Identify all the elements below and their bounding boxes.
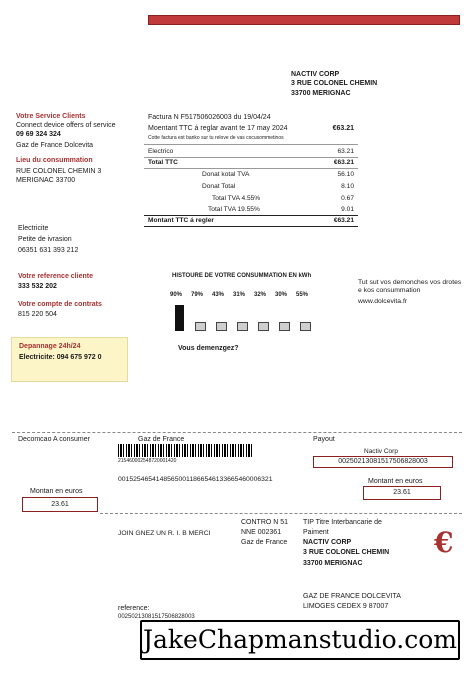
watermark-banner: JakeChapmanstudio.com [140,620,460,660]
dolcevita-block [303,592,401,612]
tip-line2: Paiment [303,529,329,537]
tip-name: NACTIV CORP [303,539,352,547]
gaz-dolcevita: GAZ DE FRANCE DOLCEVITA [303,593,401,600]
service-line: Connect device offers of service [16,121,116,129]
chart-bar [279,322,290,331]
nactiv-small: Nactiv Corp [364,448,398,455]
tip-street: 3 RUE COLONEL CHEMIN [303,549,390,557]
donat-total-label: Donat Total [202,183,236,190]
cut-line-top [12,432,462,433]
service-phone: 09 69 324 324 [16,130,61,138]
contract-title: Votre compte de contrats [18,300,102,308]
tva-1955-label: Total TVA 19.55% [208,206,260,213]
chart-bar [237,322,248,331]
depannage-box [11,337,128,382]
chart-tick-label: 55% [296,292,309,298]
invoice-summary [144,110,358,228]
contro-line3: Gaz de France [241,539,288,547]
lieu-title: Lieu du consummation [16,157,93,164]
right-note [358,279,463,306]
montant-right-label: Montant en euros [368,478,423,485]
service-title: Votre Service Clients [16,113,86,120]
montant-left-value: 23.61 [22,497,98,512]
consumption-chart [170,292,320,337]
chart-tick-label: 31% [233,292,246,298]
amount-due-label: Moentant TTC á reglar avant te 17 may 2024 [148,125,288,132]
cut-line-mid [100,513,462,514]
electrico-value: 63.21 [337,148,354,155]
donat-kotal-label: Donat kotal TVA [202,171,250,178]
sidebar [16,113,141,185]
contro-block [241,518,288,548]
chart-title: HISTOURE DE VOTRE CONSUMMATION EN kWh [172,273,312,279]
euro-icon: € [434,526,454,559]
montant-label: Montant TTC á regler [148,217,214,224]
tip-line1: TIP Titre Interbancarie de [303,519,382,526]
chart-bar [216,322,227,331]
chart-tick-label: 32% [254,292,267,298]
chart-note: Vous demenzgez? [178,345,239,352]
tva-455-label: Total TVA 4.55% [212,195,261,202]
montant-value: €63.21 [333,217,354,224]
elec-line2: Petite de ivrasion [18,235,72,243]
contro-line2: NNE 002361 [241,529,282,537]
slip-gaz: Gaz de France [138,436,185,443]
recipient-city: 33700 MERIGNAC [291,89,351,97]
chart-bar [300,322,311,331]
ref-title: Votre reference cliente [18,273,93,280]
chart-tick-label: 43% [212,292,225,298]
lieu-city: MERIGNAC 33700 [16,176,76,184]
depannage-value: Electricite: 094 675 972 0 [19,353,102,361]
electricite-block [18,225,78,255]
tva-455-value: 0.67 [341,195,354,202]
right-note-url: www.dolcevita.fr [358,297,408,305]
chart-tick-label: 79% [191,292,204,298]
montant-right-value: 23.61 [363,486,441,500]
chart-tick-label: 90% [170,292,183,298]
montant-left-label: Montan en euros [30,488,83,495]
recipient-address [291,70,377,98]
right-note-text: Tut sut vos demonches vos drotes e kos consummation [358,279,462,295]
elec-line1: Electricite [18,225,49,232]
elec-line3: 06351 631 393 212 [18,246,79,254]
long-number: 00152546541485650011866546133665460006321 [118,476,273,483]
total-ttc-label: Total TTC [148,159,178,166]
service-company: Gaz de France Dolcevita [16,142,94,150]
invoice-line: Factura N F517506026003 du 19/04/24 [148,114,271,121]
chart-tick-label: 30% [275,292,288,298]
lieu-street: RUE COLONEL CHEMIN 3 [16,167,102,175]
donat-total-value: 8.10 [341,183,354,190]
chart-bar [175,305,184,331]
total-ttc-value: €63.21 [333,159,354,166]
tip-city: 33700 MERIGNAC [303,559,363,567]
contract-value: 815 220 504 [18,311,57,319]
amount-due-value: €63.21 [332,125,354,132]
contro-line1: CONTRO N 51 [241,519,289,526]
reference-block [18,273,102,320]
recipient-name: NACTIV CORP [291,71,340,78]
header-red-bar [148,15,460,25]
tip-block [303,518,389,569]
barcode-number: 215460002548720001420 [118,458,177,464]
depannage-title: Depannage 24h/24 [19,343,81,350]
ref-box: 00250213081517506828003 [313,456,453,468]
notice: Cotte factura est banko sur tu relove de vas cocusommetinos [148,135,284,141]
tva-1955-value: 9.01 [341,206,354,213]
ref-value: 333 532 202 [18,282,57,290]
donat-kotal-value: 56.10 [337,171,354,178]
electrico-label: Electrico [148,148,174,155]
limoges: LIMOGES CEDEX 9 87007 [303,603,389,611]
recipient-street: 3 RUE COLONEL CHEMIN [291,80,378,88]
join-text: JOIN GNEZ UN R. I. B MERCI [118,530,211,537]
reference-label: reference: [118,605,150,612]
payout: Payout [313,436,335,443]
decomcao: Decomcao A consumer [18,436,90,443]
chart-bar [258,322,269,331]
barcode-graphic [118,444,253,457]
chart-bar [195,322,206,331]
reference-value: 00250213081517506828003 [118,614,195,620]
